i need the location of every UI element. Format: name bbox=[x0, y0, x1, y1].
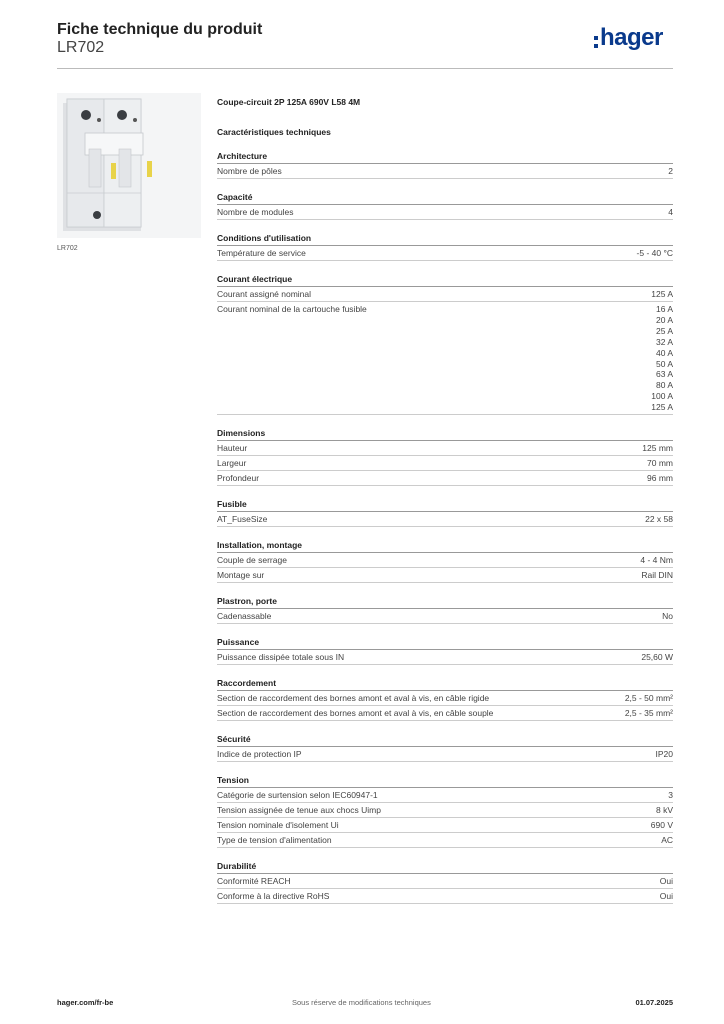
product-image bbox=[57, 93, 201, 238]
spec-value: Rail DIN bbox=[641, 570, 673, 581]
spec-label: Tension assignée de tenue aux chocs Uimp bbox=[217, 805, 381, 816]
spec-value: Oui bbox=[659, 876, 673, 887]
spec-row bbox=[217, 609, 673, 624]
spec-section bbox=[217, 233, 673, 261]
spec-section bbox=[217, 861, 673, 904]
spec-label: Conforme à la directive RoHS bbox=[217, 891, 330, 902]
spec-value: 2,5 - 50 mm² bbox=[624, 693, 673, 704]
hager-logo bbox=[594, 24, 676, 57]
header-divider bbox=[57, 68, 673, 69]
spec-section bbox=[217, 192, 673, 220]
logo-dots bbox=[594, 36, 599, 52]
fuse-holder-illustration bbox=[57, 93, 201, 238]
spec-label: AT_FuseSize bbox=[217, 514, 268, 525]
section-title: Plastron, porte bbox=[217, 596, 673, 609]
product-reference: LR702 bbox=[57, 39, 105, 56]
spec-row bbox=[217, 246, 673, 261]
spec-row bbox=[217, 650, 673, 665]
spec-value: 22 x 58 bbox=[645, 514, 673, 525]
spec-label: Indice de protection IP bbox=[217, 749, 302, 760]
spec-row bbox=[217, 706, 673, 721]
section-title: Installation, montage bbox=[217, 540, 673, 553]
section-title: Fusible bbox=[217, 499, 673, 512]
section-title: Conditions d'utilisation bbox=[217, 233, 673, 246]
spec-value: 3 bbox=[668, 790, 673, 801]
spec-row bbox=[217, 471, 673, 486]
spec-row bbox=[217, 818, 673, 833]
spec-label: Couple de serrage bbox=[217, 555, 287, 566]
spec-value: 4 - 4 Nm bbox=[640, 555, 673, 566]
spec-row bbox=[217, 691, 673, 706]
spec-value: 96 mm bbox=[647, 473, 673, 484]
page-title: Fiche technique du produit bbox=[57, 21, 263, 38]
section-title: Courant électrique bbox=[217, 274, 673, 287]
footer-website: hager.com/fr-be bbox=[57, 998, 114, 1007]
spec-label: Section de raccordement des bornes amont et aval à vis, en câble rigide bbox=[217, 693, 490, 704]
spec-value: 70 mm bbox=[647, 458, 673, 469]
spec-section bbox=[217, 678, 673, 721]
spec-row bbox=[217, 205, 673, 220]
footer-notice: Sous réserve de modifications techniques bbox=[292, 998, 431, 1007]
section-title: Capacité bbox=[217, 192, 673, 205]
spec-label: Profondeur bbox=[217, 473, 260, 484]
spec-section bbox=[217, 540, 673, 583]
spec-row bbox=[217, 788, 673, 803]
logo-wordmark: hager bbox=[600, 24, 663, 51]
footer-date: 01.07.2025 bbox=[635, 998, 673, 1007]
spec-value: -5 - 40 °C bbox=[636, 248, 673, 258]
spec-row bbox=[217, 302, 673, 415]
spec-row bbox=[217, 512, 673, 527]
spec-value: No bbox=[662, 611, 673, 622]
spec-section bbox=[217, 775, 673, 848]
spec-section bbox=[217, 734, 673, 762]
spec-row bbox=[217, 568, 673, 583]
product-name: Coupe-circuit 2P 125A 690V L58 4M bbox=[217, 97, 361, 107]
spec-sections bbox=[217, 151, 673, 904]
spec-label: Section de raccordement des bornes amont et aval à vis, en câble souple bbox=[217, 708, 494, 719]
spec-value: 125 A bbox=[651, 289, 673, 299]
section-title: Tension bbox=[217, 775, 673, 788]
spec-value: 4 bbox=[668, 207, 673, 217]
spec-value: 16 A 20 A 25 A 32 A 40 A 50 A 63 A 80 A 100 A 125 A bbox=[651, 304, 673, 413]
spec-value: IP20 bbox=[655, 749, 673, 760]
spec-section bbox=[217, 274, 673, 415]
spec-label: Courant assigné nominal bbox=[217, 289, 312, 299]
spec-label: Puissance dissipée totale sous IN bbox=[217, 652, 345, 663]
spec-row bbox=[217, 874, 673, 889]
section-title: Dimensions bbox=[217, 428, 673, 441]
spec-label: Montage sur bbox=[217, 570, 265, 581]
spec-row bbox=[217, 456, 673, 471]
spec-label: Cadenassable bbox=[217, 611, 272, 622]
spec-row bbox=[217, 441, 673, 456]
section-title: Sécurité bbox=[217, 734, 673, 747]
spec-section bbox=[217, 428, 673, 486]
spec-label: Catégorie de surtension selon IEC60947-1 bbox=[217, 790, 378, 801]
spec-row bbox=[217, 889, 673, 904]
spec-value: 25,60 W bbox=[641, 652, 673, 663]
spec-label: Conformité REACH bbox=[217, 876, 291, 887]
spec-section bbox=[217, 499, 673, 527]
spec-row bbox=[217, 803, 673, 818]
spec-label: Largeur bbox=[217, 458, 247, 469]
spec-row bbox=[217, 287, 673, 302]
section-title: Raccordement bbox=[217, 678, 673, 691]
spec-label: Tension nominale d'isolement Ui bbox=[217, 820, 339, 831]
image-caption: LR702 bbox=[57, 245, 78, 252]
specs-title: Caractéristiques techniques bbox=[217, 127, 331, 137]
spec-value: 690 V bbox=[650, 820, 673, 831]
spec-value: Oui bbox=[659, 891, 673, 902]
spec-row bbox=[217, 553, 673, 568]
spec-label: Courant nominal de la cartouche fusible bbox=[217, 304, 367, 314]
spec-row bbox=[217, 747, 673, 762]
section-title: Architecture bbox=[217, 151, 673, 164]
section-title: Durabilité bbox=[217, 861, 673, 874]
section-title: Puissance bbox=[217, 637, 673, 650]
spec-row bbox=[217, 164, 673, 179]
spec-label: Nombre de modules bbox=[217, 207, 294, 217]
spec-section bbox=[217, 151, 673, 179]
spec-section bbox=[217, 637, 673, 665]
spec-value: 8 kV bbox=[655, 805, 673, 816]
spec-value: 2 bbox=[668, 166, 673, 176]
spec-label: Hauteur bbox=[217, 443, 248, 454]
spec-label: Température de service bbox=[217, 248, 306, 258]
spec-value: 125 mm bbox=[642, 443, 673, 454]
spec-section bbox=[217, 596, 673, 624]
spec-row bbox=[217, 833, 673, 848]
spec-content bbox=[217, 97, 673, 904]
spec-value: AC bbox=[661, 835, 673, 846]
spec-label: Nombre de pôles bbox=[217, 166, 282, 176]
spec-label: Type de tension d'alimentation bbox=[217, 835, 332, 846]
spec-value: 2,5 - 35 mm² bbox=[624, 708, 673, 719]
